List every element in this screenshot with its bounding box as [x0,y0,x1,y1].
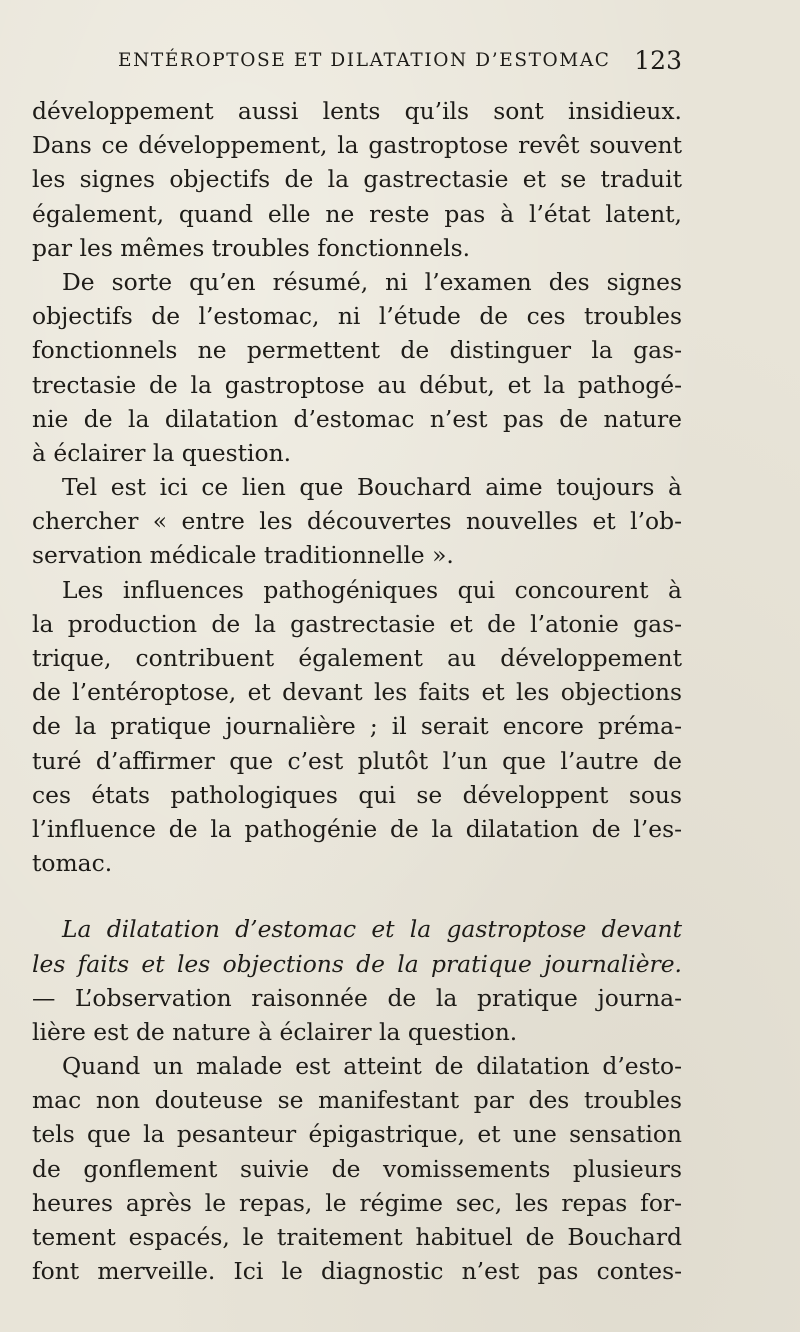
text-line: de la pratique journalière ; il serait encore préma- [32,712,682,741]
section-paragraph [32,912,682,1049]
paragraph [32,94,682,265]
text-line: par les mêmes troubles fonctionnels. [32,233,471,262]
text-line: à éclairer la question. [32,438,292,467]
text-line: trectasie de la gastroptose au début, et la pathogé- [32,370,682,399]
text-line: Tel est ici ce lien que Bouchard aime toujours à [62,473,682,502]
text-line: heures après le repas, le régime sec, les repas for- [32,1188,682,1217]
text-line: les signes objectifs de la gastrectasie et se traduit [32,165,682,194]
paragraph [32,573,682,881]
text-line: objectifs de l’estomac, ni l’étude de ces troubles [32,302,682,331]
section-gap [32,880,682,912]
text-line: trique, contribuent également au développement [32,644,682,672]
text-line: — L’observation raisonnée de la pratique journa- [32,983,682,1012]
text-line: tels que la pesanteur épigastrique, et une sensation [32,1120,682,1149]
text-line: tement espacés, le traitement habituel de Bouchard [32,1223,682,1251]
text-line: Quand un malade est atteint de dilatation d’esto- [62,1052,682,1081]
paragraph [32,470,682,573]
section-heading-line: les faits et les objections de la pratique journalière. [32,949,682,978]
text-line: fonctionnels ne permettent de distinguer la gas- [32,336,682,365]
text-line: lière est de nature à éclairer la question. [32,1017,518,1046]
text-line: De sorte qu’en résumé, ni l’examen des signes [62,267,682,296]
text-line: turé d’affirmer que c’est plutôt l’un que l’autre de [32,746,682,775]
text-line: également, quand elle ne reste pas à l’état latent, [32,199,682,228]
text-line: font merveille. Ici le diagnostic n’est pas contes- [32,1257,682,1286]
text-line: mac non douteuse se manifestant par des troubles [32,1086,682,1115]
text-line: l’influence de la pathogénie de la dilatation de l’es- [32,814,682,843]
body-text [32,94,682,1288]
text-line: Dans ce développement, la gastroptose revêt souvent [32,131,682,160]
text-line: servation médicale traditionnelle ». [32,541,454,570]
text-line: de gonflement suivie de vomissements plusieurs [32,1154,682,1183]
running-head [118,46,688,76]
paragraph [32,265,682,470]
text-line: chercher « entre les découvertes nouvelles et l’ob- [32,507,682,536]
text-line: tomac. [32,849,113,878]
text-line: développement aussi lents qu’ils sont insidieux. [32,97,682,125]
section-heading-line: La dilatation d’estomac et la gastroptose devant [62,915,682,944]
text-line: nie de la dilatation d’estomac n’est pas de nature [32,404,682,433]
text-line: ces états pathologiques qui se développent sous [32,780,682,809]
text-line: Les influences pathogéniques qui concourent à [62,575,682,604]
page-number: 123 [634,46,682,75]
text-line: de l’entéroptose, et devant les faits et les objections [32,678,682,707]
text-line: la production de la gastrectasie et de l’atonie gas- [32,609,682,638]
running-title: ENTÉROPTOSE ET DILATATION D’ESTOMAC [118,50,611,71]
paragraph [32,1049,682,1288]
